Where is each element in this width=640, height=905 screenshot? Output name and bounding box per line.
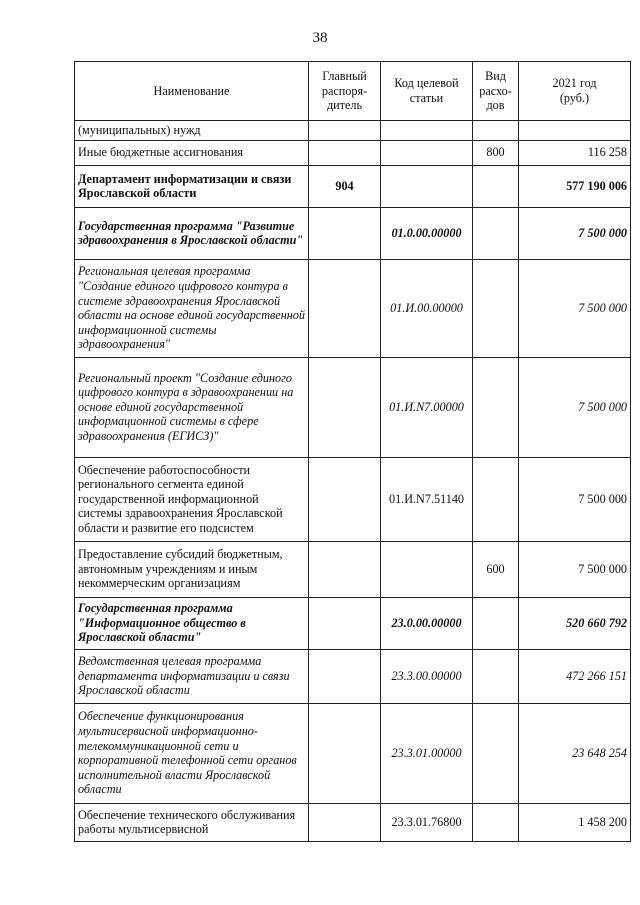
cell-admin xyxy=(309,457,381,541)
cell-type xyxy=(473,165,519,207)
header-year-line: (руб.) xyxy=(559,91,590,105)
cell-code: 01.И.00.00000 xyxy=(381,259,473,357)
cell-admin xyxy=(309,597,381,649)
cell-type xyxy=(473,457,519,541)
cell-admin xyxy=(309,140,381,165)
cell-type xyxy=(473,207,519,259)
cell-admin xyxy=(309,649,381,703)
cell-name: Обеспечение работоспособности регионального сегмента единой государственной информационной системы здравоохранения Ярославской области и развитие его подсистем xyxy=(75,457,309,541)
cell-name: Государственная программа "Развитие здравоохранения в Ярославской области" xyxy=(75,207,309,259)
header-admin xyxy=(309,62,381,121)
table-row xyxy=(75,541,631,597)
header-admin-line: Главный xyxy=(322,69,367,84)
cell-admin xyxy=(309,207,381,259)
cell-amount: 7 500 000 xyxy=(519,357,631,457)
cell-code xyxy=(381,541,473,597)
cell-amount: 7 500 000 xyxy=(519,259,631,357)
cell-type xyxy=(473,357,519,457)
cell-name: Региональная целевая программа "Создание единого цифрового контура в системе здравоохранения Ярославской области на основе единой государственной информационной системы здравоохранения" xyxy=(75,259,309,357)
table-row xyxy=(75,165,631,207)
cell-type xyxy=(473,597,519,649)
cell-amount: 472 266 151 xyxy=(519,649,631,703)
cell-type xyxy=(473,259,519,357)
cell-name: Департамент информатизации и связи Ярославской области xyxy=(75,165,309,207)
header-type-line: Вид xyxy=(485,69,506,84)
cell-name: Иные бюджетные ассигнования xyxy=(75,140,309,165)
header-code xyxy=(381,62,473,121)
header-admin-line: дитель xyxy=(326,98,363,113)
header-year-line: 2021 год xyxy=(552,76,597,91)
cell-code: 23.3.00.00000 xyxy=(381,649,473,703)
table-header-row xyxy=(75,62,631,121)
cell-amount: 7 500 000 xyxy=(519,541,631,597)
header-year xyxy=(519,62,631,121)
table-row xyxy=(75,259,631,357)
cell-code: 01.0.00.00000 xyxy=(381,207,473,259)
cell-admin xyxy=(309,703,381,803)
cell-amount: 520 660 792 xyxy=(519,597,631,649)
cell-type: 600 xyxy=(473,541,519,597)
cell-code xyxy=(381,165,473,207)
table-row xyxy=(75,121,631,141)
table-body xyxy=(75,121,631,842)
cell-amount: 23 648 254 xyxy=(519,703,631,803)
cell-name: Ведомственная целевая программа департамента информатизации и связи Ярославской области xyxy=(75,649,309,703)
table-row xyxy=(75,207,631,259)
header-type-line: дов xyxy=(486,98,505,113)
cell-code: 01.И.N7.00000 xyxy=(381,357,473,457)
header-type-line: расхо- xyxy=(479,83,512,98)
cell-name: Государственная программа "Информационное общество в Ярославской области" xyxy=(75,597,309,649)
cell-name: Региональный проект "Создание единого цифрового контура в здравоохранении на основе единой государственной информационной системы в сфере здравоохранения (ЕГИСЗ)" xyxy=(75,357,309,457)
cell-amount: 1 458 200 xyxy=(519,803,631,841)
cell-amount: 577 190 006 xyxy=(519,165,631,207)
cell-code xyxy=(381,140,473,165)
cell-amount: 7 500 000 xyxy=(519,457,631,541)
cell-code: 23.3.01.76800 xyxy=(381,803,473,841)
cell-admin: 904 xyxy=(309,165,381,207)
table-row xyxy=(75,140,631,165)
cell-type xyxy=(473,121,519,141)
header-code-line: Код целевой xyxy=(394,76,459,91)
cell-code xyxy=(381,121,473,141)
cell-code: 01.И.N7.51140 xyxy=(381,457,473,541)
table-row xyxy=(75,803,631,841)
cell-type xyxy=(473,703,519,803)
table-row xyxy=(75,703,631,803)
cell-type xyxy=(473,803,519,841)
cell-name: Обеспечение технического обслуживания работы мультисервисной xyxy=(75,803,309,841)
cell-type xyxy=(473,649,519,703)
cell-amount: 116 258 xyxy=(519,140,631,165)
cell-name: Обеспечение функционирования мультисервисной информационно-телекоммуникационной сети и корпоративной телефонной сети органов исполнительной власти Ярославской области xyxy=(75,703,309,803)
cell-amount xyxy=(519,121,631,141)
cell-name: (муниципальных) нужд xyxy=(75,121,309,141)
table-row xyxy=(75,357,631,457)
cell-admin xyxy=(309,541,381,597)
cell-admin xyxy=(309,357,381,457)
cell-amount: 7 500 000 xyxy=(519,207,631,259)
cell-type: 800 xyxy=(473,140,519,165)
cell-admin xyxy=(309,803,381,841)
table-row xyxy=(75,649,631,703)
table-row xyxy=(75,457,631,541)
cell-code: 23.0.00.00000 xyxy=(381,597,473,649)
cell-name: Предоставление субсидий бюджетным, автономным учреждениям и иным некоммерческим организациям xyxy=(75,541,309,597)
header-name: Наименование xyxy=(75,62,309,121)
page-number: 38 xyxy=(312,30,328,46)
cell-code: 23.3.01.00000 xyxy=(381,703,473,803)
header-type xyxy=(473,62,519,121)
table-row xyxy=(75,597,631,649)
header-admin-line: распоря- xyxy=(321,83,368,98)
cell-admin xyxy=(309,121,381,141)
cell-admin xyxy=(309,259,381,357)
header-code-line: статьи xyxy=(409,91,444,105)
budget-table xyxy=(74,61,631,842)
